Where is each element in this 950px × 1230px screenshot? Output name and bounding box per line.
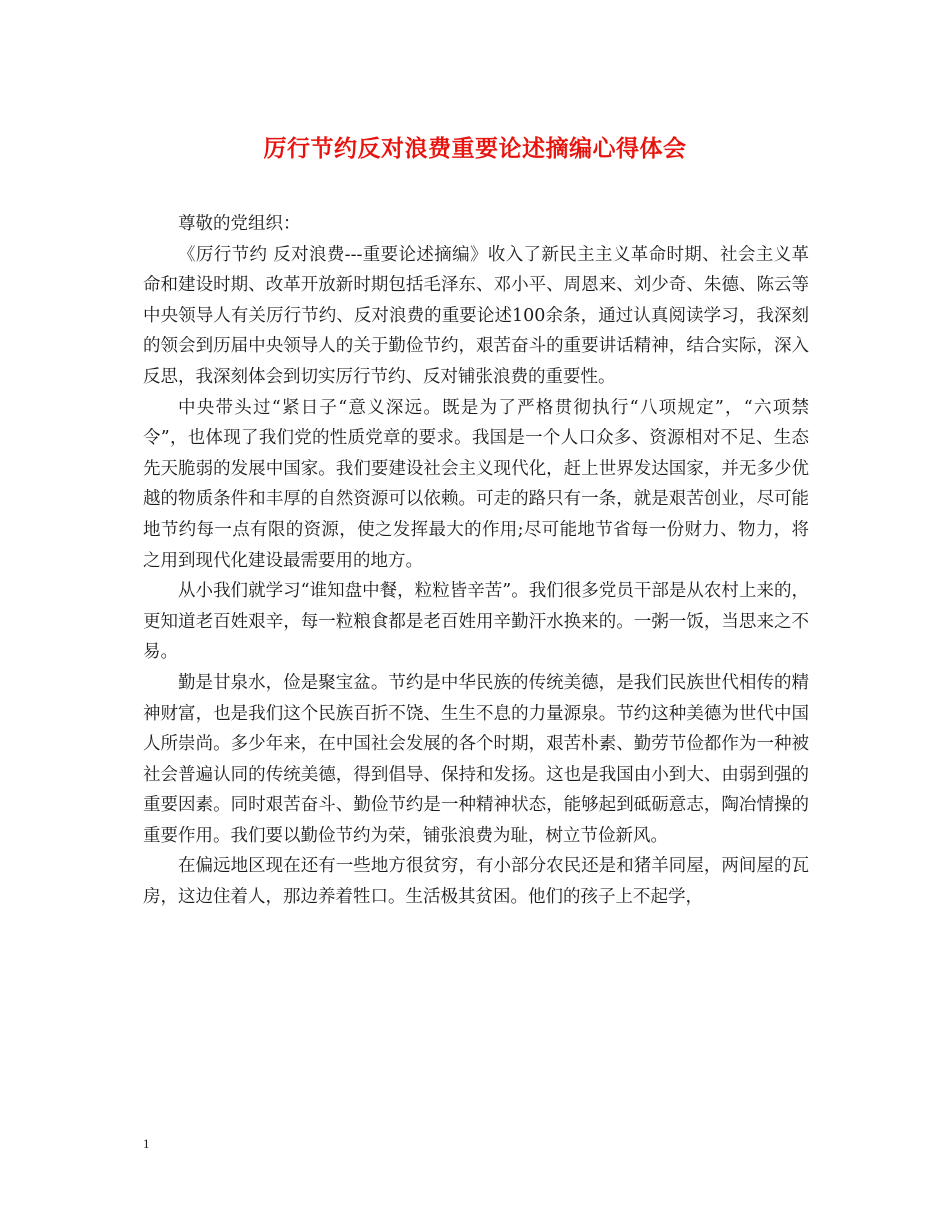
document-title: 厉行节约反对浪费重要论述摘编心得体会 (263, 135, 687, 162)
document-body (143, 209, 809, 913)
paragraph-2: 中央带头过“紧日子“意义深远。既是为了严格贯彻执行“八项规定”，“六项禁令”，也体现了我们党的性质党章的要求。我国是一个人口众多、资源相对不足、生态先天脆弱的发展中国家。我们要建设社会主义现代化，赶上世界发达国家，并无多少优越的物质条件和丰厚的自然资源可以依赖。可走的路只有一条，就是艰苦创业，尽可能地节约每一点有限的资源，使之发挥最大的作用;尽可能地节省每一份财力、物力，将之用到现代化建设最需要用的地方。 (143, 397, 809, 571)
page-number: 1 (143, 1136, 150, 1151)
paragraph-5: 在偏远地区现在还有一些地方很贫穷，有小部分农民还是和猪羊同屋，两间屋的瓦房，这边住着人，那边养着牲口。生活极其贫困。他们的孩子上不起学， (143, 856, 809, 908)
paragraph-1: 《厉行节约 反对浪费---重要论述摘编》收入了新民主主义革命时期、社会主义革命和建设时期、改革开放新时期包括毛泽东、邓小平、周恩来、刘少奇、朱德、陈云等中央领导人有关厉行节约、反对浪费的重要论述100余条，通过认真阅读学习，我深刻的领会到历届中央领导人的关于勤俭节约，艰苦奋斗的重要讲话精神，结合实际，深入反思，我深刻体会到切实厉行节约、反对铺张浪费的重要性。 (143, 244, 809, 387)
paragraph-4: 勤是甘泉水，俭是聚宝盆。节约是中华民族的传统美德，是我们民族世代相传的精神财富，也是我们这个民族百折不饶、生生不息的力量源泉。节约这种美德为世代中国人所崇尚。多少年来，在中国社会发展的各个时期，艰苦朴素、勤劳节俭都作为一种被社会普遍认同的传统美德，得到倡导、保持和发扬。这也是我国由小到大、由弱到强的重要因素。同时艰苦奋斗、勤俭节约是一种精神状态，能够起到砥砺意志，陶冶情操的重要作用。我们要以勤俭节约为荣，铺张浪费为耻，树立节俭新风。 (143, 672, 809, 846)
salutation: 尊敬的党组织： (178, 214, 301, 234)
paragraph-3: 从小我们就学习“谁知盘中餐，粒粒皆辛苦”。我们很多党员干部是从农村上来的，更知道老百姓艰辛，每一粒粮食都是老百姓用辛勤汗水换来的。一粥一饭，当思来之不易。 (143, 581, 809, 663)
